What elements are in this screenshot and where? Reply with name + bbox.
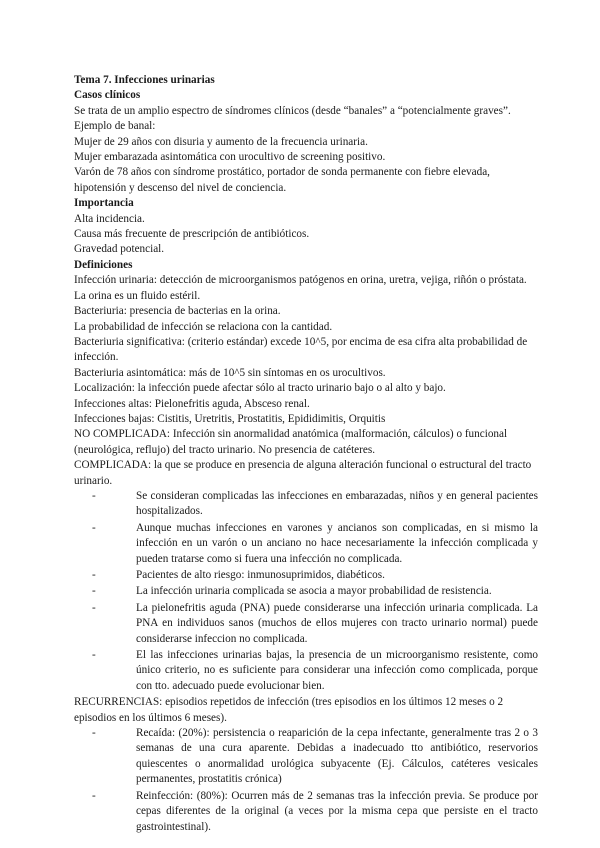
case-1: Mujer de 29 años con disuria y aumento de la frecuencia urinaria. <box>74 135 368 148</box>
list-item <box>74 584 538 599</box>
importancia-item: Gravedad potencial. <box>74 243 165 256</box>
list-item-text: Reinfección: (80%): Ocurren más de 2 semanas tras la infección previa. Se produce por cepas diferentes de la original (a veces por la misma cepa que persiste en el tracto gastrointestinal). <box>136 789 538 833</box>
importancia-item: Causa más frecuente de prescripción de antibióticos. <box>74 228 310 241</box>
dash-bullet: - <box>92 727 96 740</box>
list-item-text: Recaída: (20%): persistencia o reaparición de la cepa infectante, generalmente tras 2 o 3 semanas de una cura aparente. Debidas a inadecuado tto antibiótico, reservorios quiescentes o anormalidad urológica subyacente (Ej. Cálculos, catéteres vesicales permanentes, prostatitis crónica) <box>136 727 538 786</box>
case-3: Varón de 78 años con síndrome prostático, portador de sonda permanente con fiebre elevada, hipotensión y descenso del nivel de conciencia. <box>74 166 490 194</box>
dash-bullet: - <box>92 521 96 534</box>
list-item-text: Aunque muchas infecciones en varones y ancianos son complicadas, en si mismo la infección en un varón o un anciano no hace necesariamente la infección complicada y pueden tratarse como si fuera una infección no complicada. <box>136 521 538 565</box>
list-item <box>74 568 538 583</box>
list-item-text: La infección urinaria complicada se asocia a mayor probabilidad de resistencia. <box>136 585 492 598</box>
section-heading-importancia: Importancia <box>74 197 134 210</box>
dash-bullet: - <box>92 585 96 598</box>
list-item-text: El las infecciones urinarias bajas, la presencia de un microorganismo resistente, como único criterio, no es suficiente para considerar una infección como complicada, porque con tto. adecuado puede evolucionar bien. <box>136 649 538 692</box>
list-item <box>74 601 538 647</box>
definicion-line: Bacteriuria significativa: (criterio estándar) excede 10^5, por encima de esa cifra alta probabilidad de infección. <box>74 335 528 364</box>
list-item <box>74 726 538 788</box>
list-item-text: Pacientes de alto riesgo: inmunosuprimidos, diabéticos. <box>136 569 385 581</box>
list-item-text: La pielonefritis aguda (PNA) puede considerarse una infección urinaria complicada. La PNA en individuos sanos (muchos de ellos mujeres con tracto urinario normal) puede considerarse infeccion no complicada. <box>136 601 538 645</box>
definicion-line: Infecciones bajas: Cistitis, Uretritis, Prostatitis, Epididimitis, Orquitis <box>74 412 386 425</box>
definicion-line: COMPLICADA: la que se produce en presencia de alguna alteración funcional o estructural del tracto urinario. <box>74 459 532 487</box>
definicion-line: Infección urinaria: detección de microorganismos patógenos en orina, uretra, vejiga, riñón o próstata. <box>74 274 527 287</box>
ejemplo-label: Ejemplo de banal: <box>74 120 156 133</box>
list-item <box>74 789 538 835</box>
list-item <box>74 489 538 520</box>
definicion-line: Bacteriuria: presencia de bacterias en la orina. <box>74 305 281 318</box>
dash-bullet: - <box>92 789 96 802</box>
definicion-line: Localización: la infección puede afectar sólo al tracto urinario bajo o al alto y bajo. <box>74 382 446 395</box>
dash-bullet: - <box>92 569 96 581</box>
casos-intro: Se trata de un amplio espectro de síndromes clínicos (desde “banales” a “potencialmente graves”. <box>74 104 511 117</box>
definicion-line: La orina es un fluido estéril. <box>74 289 201 302</box>
case-2: Mujer embarazada asintomática con urocultivo de screening positivo. <box>74 151 386 164</box>
definicion-line: NO COMPLICADA: Infección sin anormalidad anatómica (malformación, cálculos) o funcional (neurológica, reflujo) del tracto urinario. No presencia de catéteres. <box>74 428 508 456</box>
recurrencias-definition: RECURRENCIAS: episodios repetidos de infección (tres episodios en los últimos 12 meses o 2 episodios en los últimos 6 meses). <box>74 696 504 724</box>
dash-bullet: - <box>92 649 96 662</box>
definicion-line: Bacteriuria asintomática: más de 10^5 sin síntomas en os urocultivos. <box>74 366 386 379</box>
definicion-line: Infecciones altas: Pielonefritis aguda, Absceso renal. <box>74 397 310 410</box>
document-title: Tema 7. Infecciones urinarias <box>74 74 215 86</box>
section-heading-definiciones: Definiciones <box>74 258 133 271</box>
dash-bullet: - <box>92 489 96 502</box>
importancia-item: Alta incidencia. <box>74 212 145 225</box>
dash-bullet: - <box>92 601 96 614</box>
list-item-text: Se consideran complicadas las infecciones en embarazadas, niños y en general pacientes hospitalizados. <box>136 489 538 518</box>
definicion-line: La probabilidad de infección se relaciona con la cantidad. <box>74 320 333 333</box>
list-item <box>74 521 538 567</box>
list-item <box>74 648 538 694</box>
recurrencias-list <box>74 726 538 835</box>
section-heading-casos: Casos clínicos <box>74 89 141 102</box>
complicada-list <box>74 489 538 694</box>
